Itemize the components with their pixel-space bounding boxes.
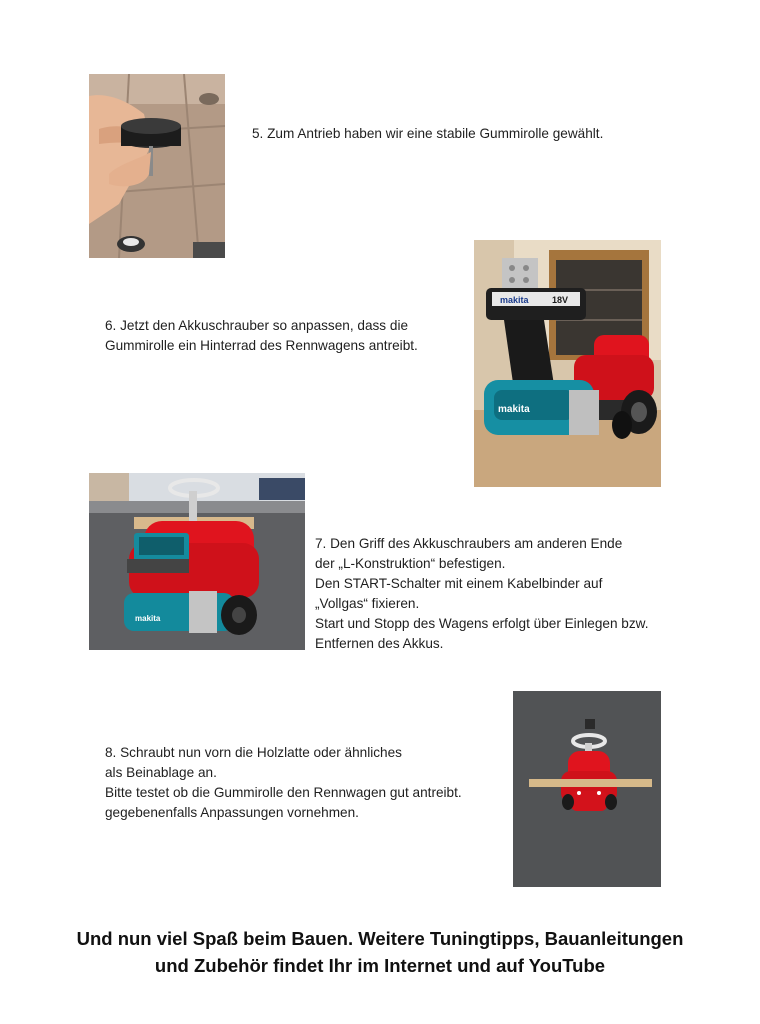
closing-message [20, 925, 740, 979]
car-footrest-illustration [513, 691, 661, 887]
step-7-line-5: Start und Stopp des Wagens erfolgt über Einlegen bzw. [315, 616, 649, 631]
photo-drill-mounted [474, 240, 661, 487]
step-8-text [105, 743, 462, 823]
step-7-line-2: der „L-Konstruktion“ befestigen. [315, 556, 506, 571]
drill-battery-voltage: 18V [552, 295, 569, 305]
drill-mounted-illustration [474, 240, 661, 487]
photo-car-street [89, 473, 305, 650]
closing-message-line-2: und Zubehör findet Ihr im Internet und auf YouTube [154, 955, 606, 976]
step-7-line-4: „Vollgas“ fixieren. [315, 596, 420, 611]
step-8-line-1: 8. Schraubt nun vorn die Holzlatte oder ähnliches [105, 745, 402, 760]
step-7-text [315, 534, 649, 654]
step-8-line-2: als Beinablage an. [105, 765, 217, 780]
photo-car-footrest [513, 691, 661, 887]
car-street-illustration [89, 473, 305, 650]
closing-message-line-1: Und nun viel Spaß beim Bauen. Weitere Tuningtipps, Bauanleitungen [76, 928, 684, 949]
step-6-text [105, 316, 418, 356]
step-8-line-3: Bitte testet ob die Gummirolle den Rennwagen gut antreibt. [105, 785, 462, 800]
rubber-roller-illustration [89, 74, 225, 258]
drill-body-brand: makita [498, 404, 530, 415]
step-7-line-1: 7. Den Griff des Akkuschraubers am anderen Ende [315, 536, 623, 551]
step-5-line-1: 5. Zum Antrieb haben wir eine stabile Gummirolle gewählt. [252, 126, 604, 141]
step-5-text [252, 124, 603, 144]
step-6-line-2: Gummirolle ein Hinterrad des Rennwagens antreibt. [105, 338, 418, 353]
step-7-line-3: Den START-Schalter mit einem Kabelbinder auf [315, 576, 603, 591]
photo-rubber-roller [89, 74, 225, 258]
step-6-line-1: 6. Jetzt den Akkuschrauber so anpassen, dass die [105, 318, 409, 333]
street-drill-brand: makita [135, 614, 161, 623]
drill-battery-brand: makita [500, 295, 529, 305]
step-8-line-4: gegebenenfalls Anpassungen vornehmen. [105, 805, 359, 820]
step-7-line-6: Entfernen des Akkus. [315, 636, 444, 651]
